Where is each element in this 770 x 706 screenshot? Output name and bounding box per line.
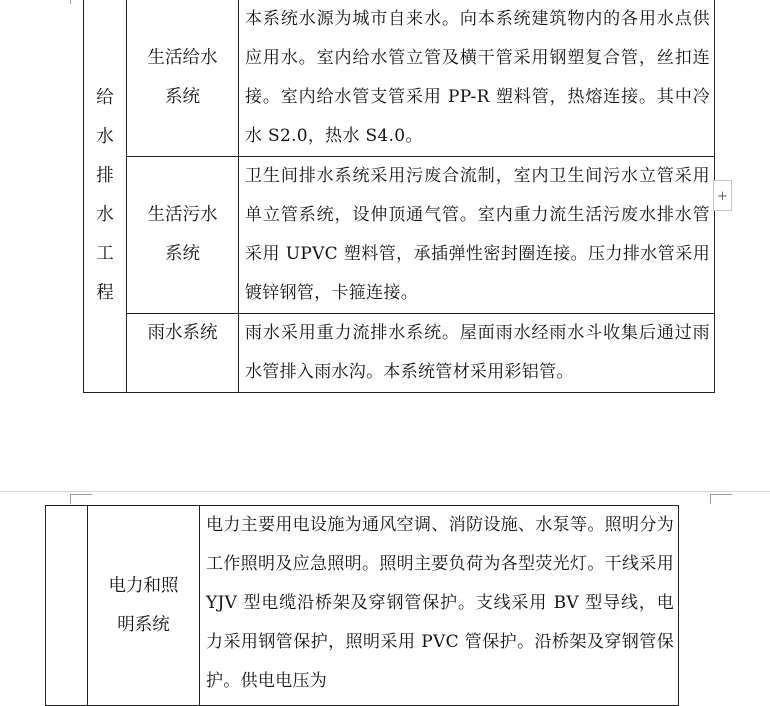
table-row: [46, 506, 679, 706]
table-row: [84, 157, 715, 314]
system-name-line: 生活给水: [147, 48, 218, 68]
system-name-cell: [127, 314, 239, 393]
category-char: 工: [96, 244, 114, 264]
system-description-cell: 卫生间排水系统采用污废合流制，室内卫生间污水立管采用单立管系统，设伸顶通气管。室内重力流生活污废水排水管采用 UPVC 塑料管，承插弹性密封圈连接。压力排水管采用镀锌钢管，卡箍连接。: [239, 157, 715, 314]
system-name-cell: [88, 506, 200, 706]
system-description-cell: 电力主要用电设施为通风空调、消防设施、水泵等。照明分为工作照明及应急照明。照明主要负荷为各型荧光灯。干线采用 YJV 型电缆沿桥架及穿钢管保护。支线采用 BV 型导线，电力采用钢管保护，照明采用 PVC 管保护。沿桥架及穿钢管保护。供电电压为: [200, 506, 679, 706]
system-name-line: 系统: [165, 244, 200, 264]
margin-corner-mark: [710, 494, 711, 504]
table-row: [84, 0, 715, 157]
system-name-line: 系统: [165, 87, 200, 107]
engineering-table: [83, 0, 715, 393]
system-description-cell: 本系统水源为城市自来水。向本系统建筑物内的各用水点供应用水。室内给水管立管及横干管采用钢塑复合管，丝扣连接。室内给水管支管采用 PP-R 塑料管，热熔连接。其中冷水 S2.0，热水 S4.0。: [239, 0, 715, 157]
add-row-button[interactable]: +: [713, 180, 732, 211]
margin-corner-mark: [70, 494, 92, 495]
table-row: [84, 314, 715, 393]
page-gap: [0, 470, 770, 492]
category-char: 水: [96, 127, 114, 147]
system-name-line: 明系统: [117, 614, 170, 635]
margin-corner-mark: [710, 494, 732, 495]
system-name-cell: [127, 157, 239, 314]
engineering-table-continued: [45, 505, 679, 706]
system-name-line: 生活污水: [147, 205, 218, 225]
category-char: 水: [96, 205, 114, 225]
margin-corner-mark: [70, 494, 71, 504]
system-name-line: 雨水系统: [147, 323, 218, 343]
category-char: 程: [96, 283, 114, 303]
category-char: 排: [96, 166, 114, 186]
system-name-cell: [127, 0, 239, 157]
system-description-cell: 雨水采用重力流排水系统。屋面雨水经雨水斗收集后通过雨水管排入雨水沟。本系统管材采用彩铝管。: [239, 314, 715, 393]
category-cell: [84, 0, 127, 393]
system-name-line: 电力和照: [108, 575, 179, 596]
margin-corner-mark: [70, 0, 71, 4]
category-char: 给: [96, 88, 114, 108]
category-cell: [46, 506, 88, 706]
